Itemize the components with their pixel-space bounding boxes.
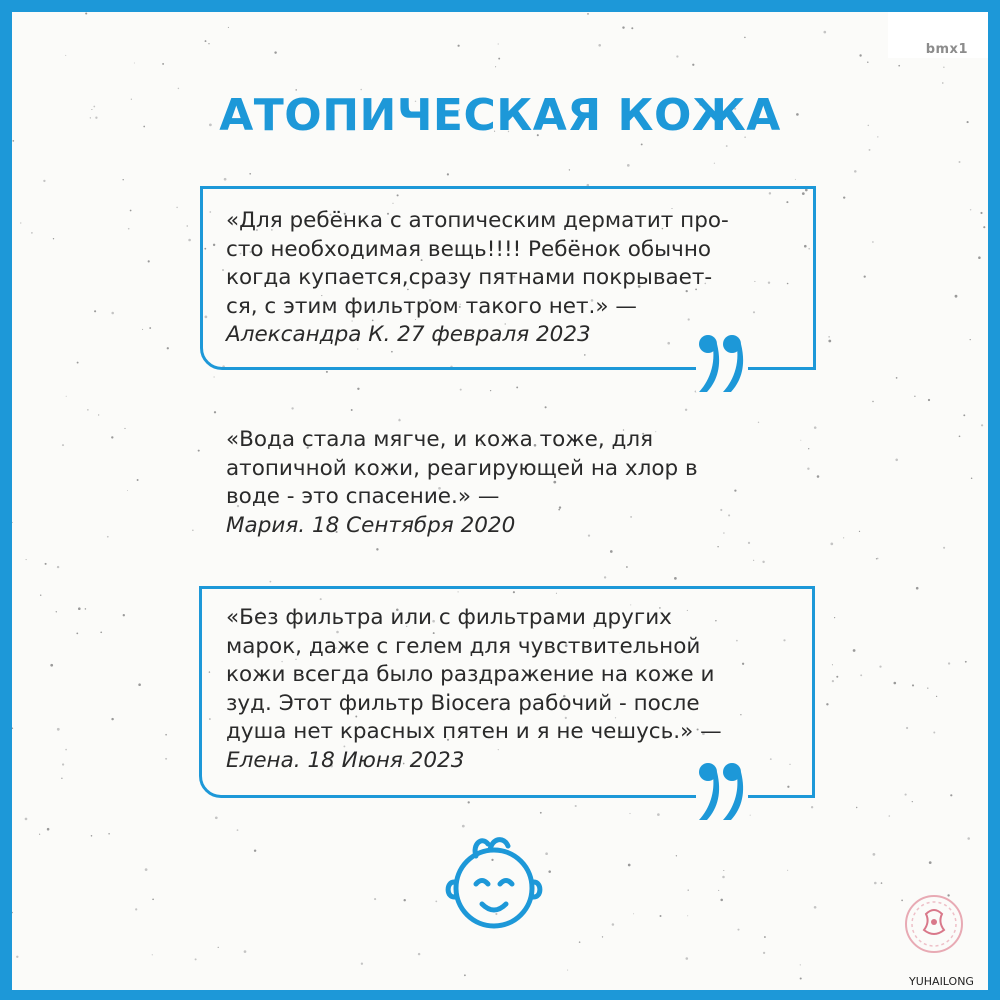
review-2-text: «Вода стала мягче, и кожа тоже, для атопичной кожи, реагирующей на хлор в воде - это спасение.» — (226, 427, 698, 509)
closing-quote-icon (696, 330, 748, 392)
review-3-author: Елена. 18 Июня 2023 (226, 747, 465, 773)
watermark-stamp (902, 892, 966, 956)
closing-quote-icon (696, 758, 748, 820)
review-1-author: Александра К. 27 февраля 2023 (226, 322, 591, 347)
watermark-top: bmx1 (925, 42, 968, 57)
page-title: АТОПИЧЕСКАЯ КОЖА (219, 90, 781, 141)
review-2 (226, 426, 786, 540)
baby-face-icon (442, 824, 546, 940)
review-2-author: Мария. 18 Сентября 2020 (226, 512, 516, 538)
review-3-text: «Без фильтра или с фильтрами других марок, даже с гелем для чувствительной кожи всегда было раздражение на коже и зуд. Этот фильтр Biocera рабочий - после душа нет красных пятен и я не чешусь.» — (226, 605, 722, 744)
watermark-bottom: YUHAILONG (909, 975, 974, 988)
review-1 (226, 207, 786, 350)
review-3 (226, 604, 786, 775)
review-1-text: «Для ребёнка с атопическим дерматит про- сто необходимая вещь!!!! Ребёнок обычно когда купается,сразу пятнами покрывает- ся, с этим фильтром такого нет.» — (226, 208, 729, 319)
